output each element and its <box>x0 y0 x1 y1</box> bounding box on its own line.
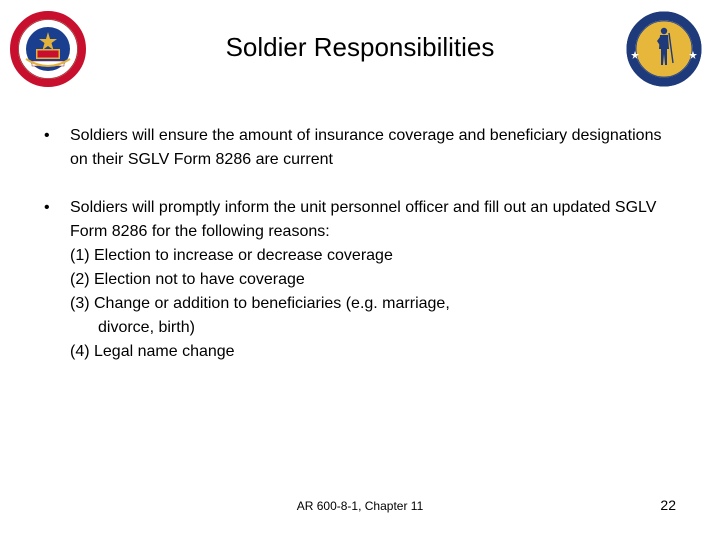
reason-item: (3) Change or addition to beneficiaries (e.g. marriage, <box>70 295 450 312</box>
page-number: 22 <box>660 497 676 513</box>
bullet-item <box>44 124 664 172</box>
bullet-marker: • <box>44 127 50 144</box>
reason-item: (1) Election to increase or decrease coverage <box>70 247 393 264</box>
bullet-marker: • <box>44 199 50 216</box>
slide-title: Soldier Responsibilities <box>225 32 495 62</box>
reason-item-continuation: divorce, birth) <box>98 319 195 336</box>
bullet-item <box>44 196 664 244</box>
bullet-list <box>44 124 664 364</box>
reason-item: (4) Legal name change <box>70 343 235 360</box>
bullet-text: Soldiers will ensure the amount of insurance coverage and beneficiary designations on their SGLV Form 8286 are current <box>70 127 662 168</box>
footer-reference: AR 600-8-1, Chapter 11 <box>296 499 424 513</box>
bullet-text: Soldiers will promptly inform the unit personnel officer and fill out an updated SGLV Form 8286 for the following reasons: <box>70 199 657 240</box>
national-guard-education-seal-icon <box>10 11 86 87</box>
army-national-guard-seal-icon <box>623 11 705 87</box>
reason-item: (2) Election not to have coverage <box>70 271 305 288</box>
